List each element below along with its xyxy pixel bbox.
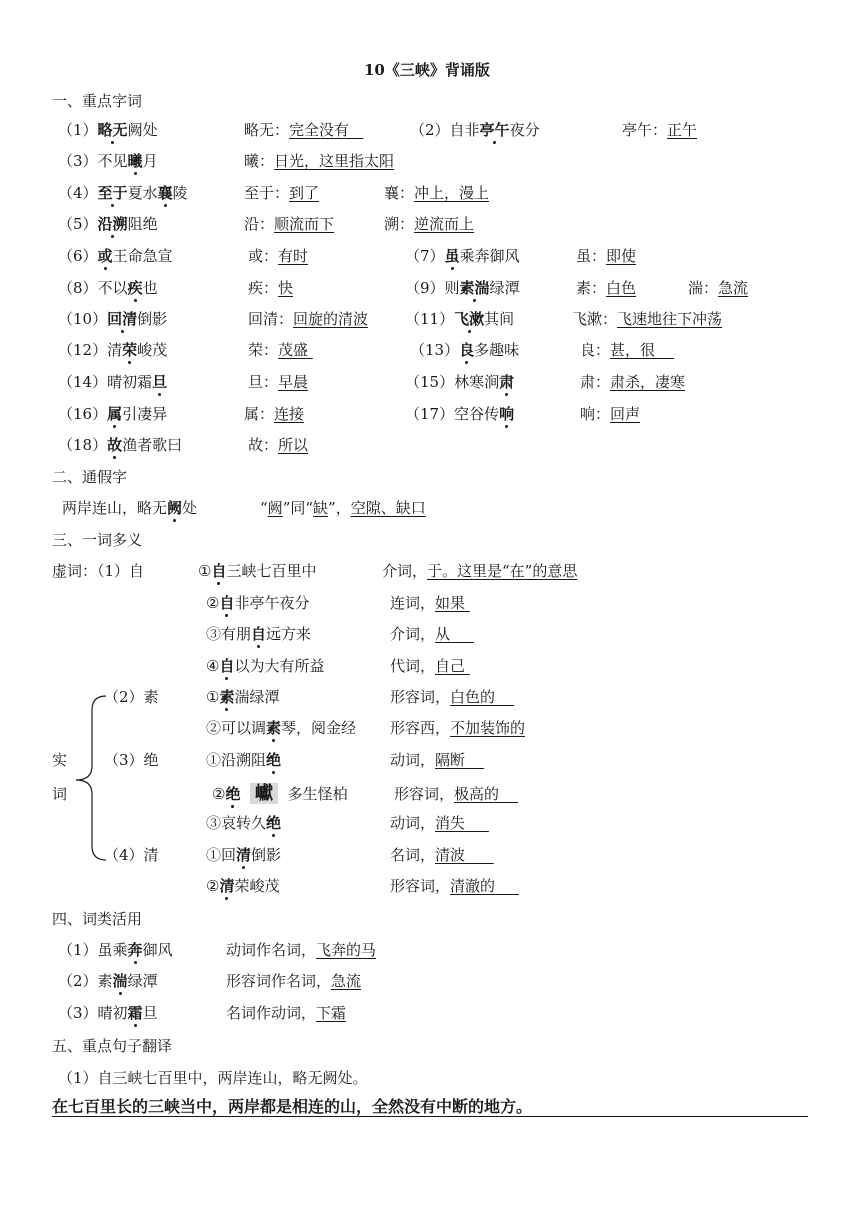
su-example-1: ①素湍绿潭 <box>206 688 280 706</box>
qing-label: （4）清 <box>104 846 159 864</box>
su-label: （2）素 <box>104 688 159 706</box>
vocab-def-9b: 湍：急流 <box>688 279 749 297</box>
vocab-item-13: （13）良多趣味 <box>410 341 520 359</box>
vocab-item-15: （15）林寒涧肃 <box>405 373 515 391</box>
vocab-item-2: （2）自非亭午夜分 <box>410 121 540 139</box>
jue-example-1: ①沿溯阻绝 <box>206 751 282 769</box>
vocab-def-2: 亭午：正午 <box>622 121 698 139</box>
vocab-item-4: （4）至于夏水襄陵 <box>58 184 188 202</box>
zi-example-3: ③有朋自远方来 <box>206 625 312 643</box>
vocab-def-4: 至于：到了 <box>244 184 320 202</box>
qing-meaning-1: 名词，清波 <box>390 846 466 864</box>
jue-meaning-1: 动词，隔断 <box>390 751 466 769</box>
zi-example-2: ②自非亭午夜分 <box>206 594 310 612</box>
qing-meaning-2: 形容词，清澈的 <box>390 877 496 895</box>
word-class-item-2: （2）素湍绿潭 <box>58 972 158 990</box>
vocab-item-6: （6）或王命急宣 <box>58 247 173 265</box>
vocab-item-1: （1）略无阙处 <box>58 121 158 139</box>
tongjia-explanation: “阙”同“缺”，空隙、缺口 <box>260 499 426 517</box>
vocab-def-3: 曦：日光，这里指太阳 <box>244 152 395 170</box>
vocab-item-18: （18）故渔者歌曰 <box>58 436 183 454</box>
zi-example-4: ④自以为大有所益 <box>206 657 325 675</box>
xu-word-label: 虚词：（1）自 <box>52 562 145 580</box>
section-heading-key-words: 一、重点字词 <box>52 92 143 110</box>
word-class-desc-3: 名词作动词，下霜 <box>226 1004 347 1022</box>
sentence-translation: 在七百里长的三峡当中，两岸都是相连的山，全然没有中断的地方。 <box>52 1097 533 1116</box>
word-class-desc-2: 形容词作名词，急流 <box>226 972 362 990</box>
vocab-item-7: （7）虽乘奔御风 <box>405 247 520 265</box>
qing-example-1: ①回清倒影 <box>206 846 282 864</box>
vocab-def-1: 略无：完全没有 <box>244 121 350 139</box>
zi-meaning-2: 连词，如果 <box>390 594 466 612</box>
tongjia-sentence: 两岸连山，略无阙处 <box>62 499 198 517</box>
word-class-item-1: （1）虽乘奔御风 <box>58 941 173 959</box>
vocab-item-17: （17）空谷传响 <box>405 405 515 423</box>
vocab-def-7: 虽：即使 <box>576 247 637 265</box>
vocab-item-8: （8）不以疾也 <box>58 279 158 297</box>
vocab-def-14: 旦：早晨 <box>248 373 309 391</box>
vocab-item-16: （16）属引凄异 <box>58 405 168 423</box>
translation-underline <box>52 1116 808 1117</box>
vocab-def-6: 或：有时 <box>248 247 309 265</box>
shi-word-label-1: 实 <box>52 751 68 769</box>
jue-example-3: ③哀转久绝 <box>206 814 282 832</box>
vocab-item-3: （3）不见曦月 <box>58 152 158 170</box>
su-example-2: ②可以调素琴，阅金经 <box>206 719 357 737</box>
vocab-item-9: （9）则素湍绿潭 <box>405 279 520 297</box>
word-class-item-3: （3）晴初霜旦 <box>58 1004 158 1022</box>
vocab-def-15: 肃：肃杀，凄寒 <box>580 373 686 391</box>
vocab-item-12: （12）清荣峻茂 <box>58 341 168 359</box>
vocab-def-17: 响：回声 <box>580 405 641 423</box>
vocab-def-4b: 襄：冲上，漫上 <box>384 184 490 202</box>
key-sentence: （1）自三峡七百里中，两岸连山，略无阙处。 <box>58 1069 368 1087</box>
zi-example-1: ①自三峡七百里中 <box>198 562 317 580</box>
shi-word-label-2: 词 <box>52 785 68 803</box>
qing-example-2: ②清荣峻茂 <box>206 877 280 895</box>
vocab-def-11: 飞漱：飞速地往下冲荡 <box>572 310 723 328</box>
vocab-def-5: 沿：顺流而下 <box>244 215 335 233</box>
su-meaning-1: 形容词，白色的 <box>390 688 496 706</box>
su-meaning-2: 形容西，不加装饰的 <box>390 719 526 737</box>
jue-example-2: ②绝 巘 多生怪柏 <box>212 783 348 804</box>
jue-meaning-3: 动词，消失 <box>390 814 466 832</box>
section-heading-tongjia: 二、通假字 <box>52 468 128 486</box>
vocab-item-10: （10）回清倒影 <box>58 310 168 328</box>
vocab-def-8: 疾：快 <box>248 279 294 297</box>
vocab-def-5b: 溯：逆流而上 <box>384 215 475 233</box>
jue-meaning-2: 形容词，极高的 <box>394 785 500 803</box>
vocab-def-9: 素：白色 <box>576 279 637 297</box>
vocab-def-13: 良：甚，很 <box>580 341 656 359</box>
vocab-def-16: 属：连接 <box>244 405 305 423</box>
zi-meaning-4: 代词，自己 <box>390 657 466 675</box>
section-heading-word-class: 四、词类活用 <box>52 910 143 928</box>
page-title: 10《三峡》背诵版 <box>364 61 490 79</box>
zi-meaning-3: 介词，从 <box>390 625 451 643</box>
vocab-item-14: （14）晴初霜旦 <box>58 373 168 391</box>
vocab-def-12: 荣：茂盛 <box>248 341 309 359</box>
zi-meaning-1: 介词，于。这里是“在”的意思 <box>382 562 578 580</box>
word-class-desc-1: 动词作名词，飞奔的马 <box>226 941 377 959</box>
section-heading-polysemy: 三、一词多义 <box>52 531 143 549</box>
vocab-item-11: （11）飞漱其间 <box>405 310 515 328</box>
section-heading-translation: 五、重点句子翻译 <box>52 1037 173 1055</box>
jue-label: （3）绝 <box>104 751 159 769</box>
vocab-def-10: 回清：回旋的清波 <box>248 310 369 328</box>
brace-shici <box>70 694 110 864</box>
highlighted-char: 巘 <box>250 783 278 804</box>
vocab-def-18: 故：所以 <box>248 436 309 454</box>
vocab-item-5: （5）沿溯阻绝 <box>58 215 158 233</box>
